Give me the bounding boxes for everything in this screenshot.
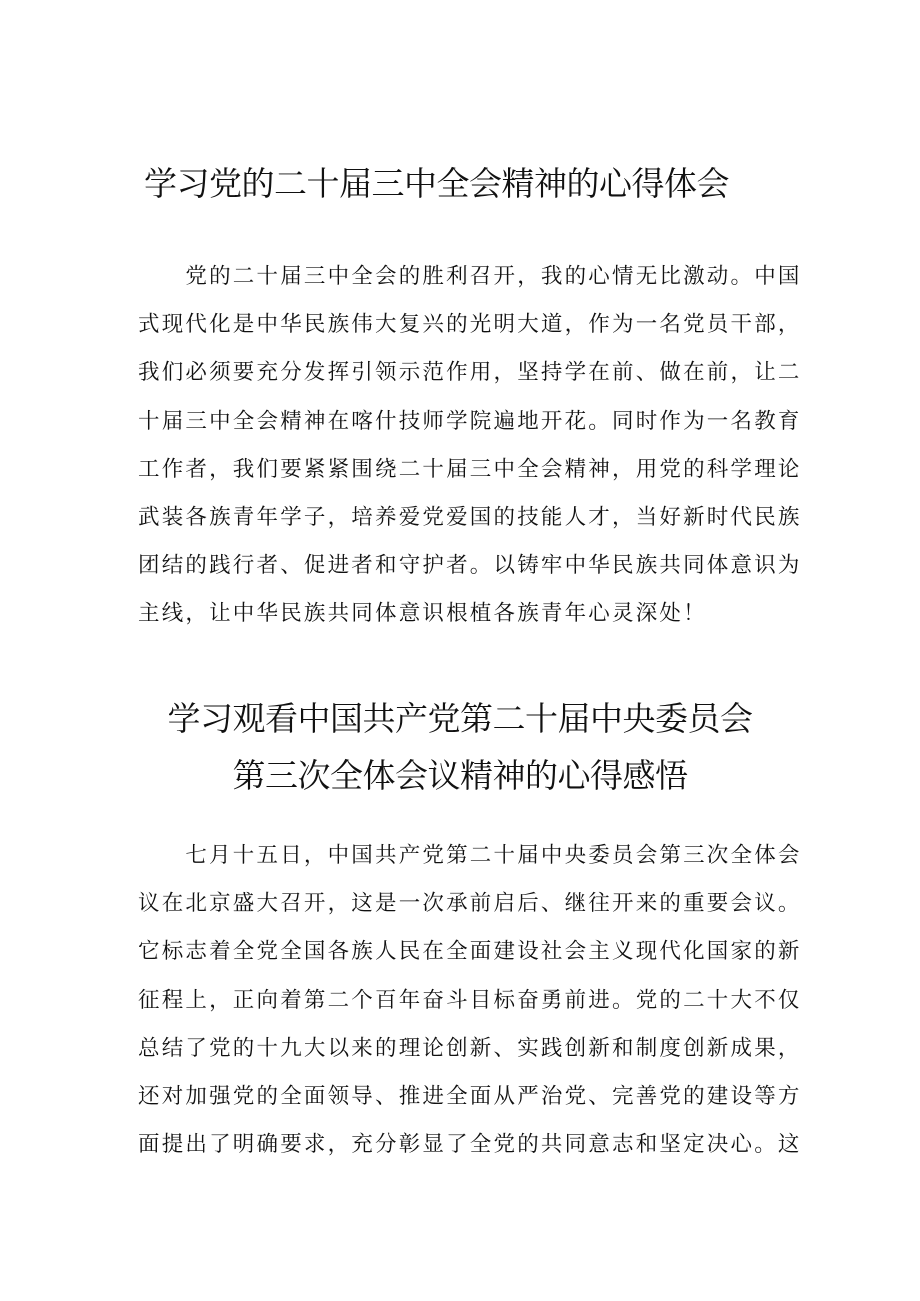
paragraph-2: [138, 832, 802, 1169]
paragraph-1-line: 主线，让中华民族共同体意识根植各族青年心灵深处！: [138, 601, 707, 627]
paragraph-1-line: 十届三中全会精神在喀什技师学院遍地开花。同时作为一名教育: [138, 408, 802, 434]
paragraph-1-line: 党的二十届三中全会的胜利召开，我的心情无比激动。中国: [138, 264, 802, 289]
paragraph-2-line: 它标志着全党全国各族人民在全面建设社会主义现代化国家的新: [138, 939, 802, 965]
paragraph-1-line: 武装各族青年学子，培养爱党爱国的技能人才，当好新时代民族: [138, 504, 802, 530]
document-title-2-line-2: 第三次全体会议精神的心得感悟: [232, 756, 688, 795]
paragraph-2-line: 总结了党的十九大以来的理论创新、实践创新和制度创新成果，: [138, 1035, 802, 1061]
paragraph-1-line: 团结的践行者、促进者和守护者。以铸牢中华民族共同体意识为: [138, 553, 802, 579]
paragraph-1-line: 工作者，我们要紧紧围绕二十届三中全会精神，用党的科学理论: [138, 456, 802, 482]
paragraph-2-line: 七月十五日，中国共产党第二十届中央委员会第三次全体会: [138, 843, 802, 868]
paragraph-1: [138, 253, 802, 639]
paragraph-1-line: 我们必须要充分发挥引领示范作用，坚持学在前、做在前，让二: [138, 360, 802, 386]
paragraph-2-line: 征程上，正向着第二个百年奋斗目标奋勇前进。党的二十大不仅: [138, 987, 802, 1013]
paragraph-2-line: 面提出了明确要求，充分彰显了全党的共同意志和坚定决心。这: [138, 1132, 802, 1158]
paragraph-2-line: 议在北京盛大召开，这是一次承前启后、继往开来的重要会议。: [138, 891, 802, 917]
document-title-1: 学习党的二十届三中全会精神的心得体会: [144, 164, 729, 203]
paragraph-2-line: 还对加强党的全面领导、推进全面从严治党、完善党的建设等方: [138, 1083, 802, 1109]
document-title-2-line-1: 学习观看中国共产党第二十届中央委员会: [167, 699, 753, 738]
document-title-2: [0, 690, 920, 804]
paragraph-1-line: 式现代化是中华民族伟大复兴的光明大道，作为一名党员干部，: [138, 312, 802, 338]
